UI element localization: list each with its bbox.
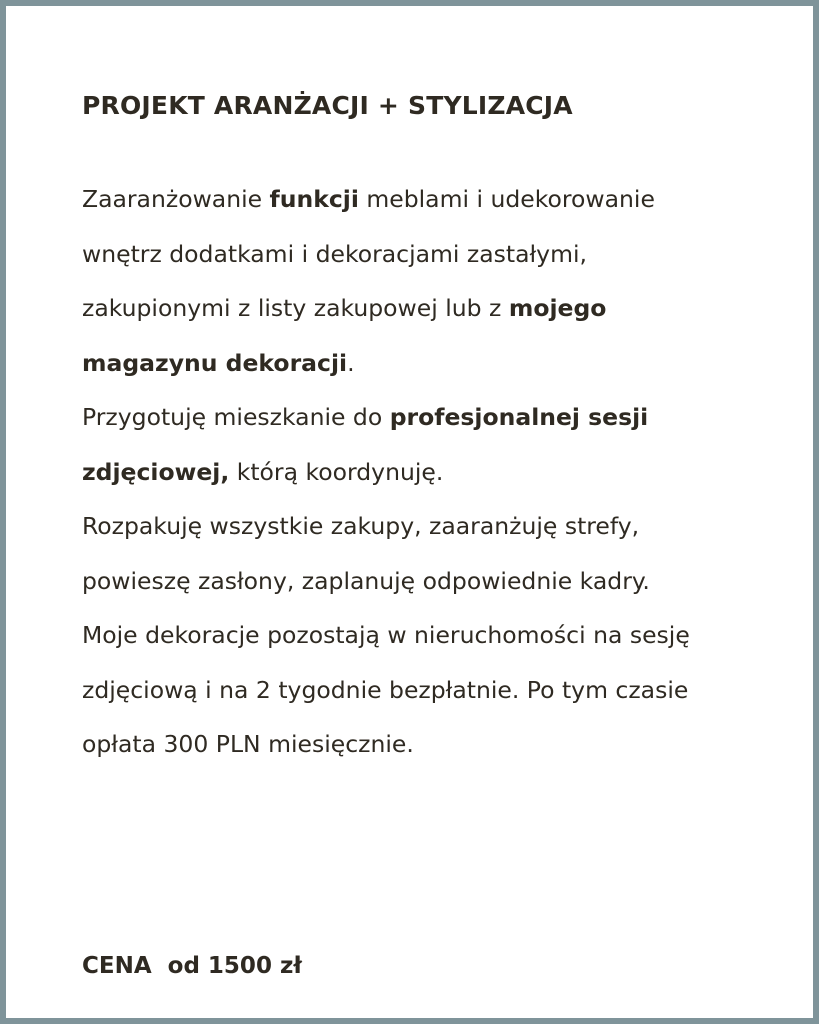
paragraph-photo-session-text-1: Przygotuję mieszkanie do	[82, 403, 390, 431]
paragraph-decorations: Moje dekoracje pozostają w nieruchomości na sesję zdjęciową i na 2 tygodnie bezpłatnie. Po tym czasie opłata 300 PLN miesięcznie.	[82, 621, 690, 758]
price-label: CENA od 1500 zł	[82, 953, 302, 979]
paragraph-arrangement-text-2: meblami i udekorowanie wnętrz dodatkami i dekoracjami zastałymi, zakupionymi z listy zakupowej lub z	[82, 185, 655, 322]
paragraph-photo-session	[82, 390, 742, 499]
paragraph-arrangement-bold-2: mojego magazynu dekoracji	[82, 294, 607, 377]
paragraph-arrangement-bold-1: funkcji	[269, 185, 359, 213]
paragraph-arrangement-text-1: Zaaranżowanie	[82, 185, 270, 213]
paragraph-arrangement-text-3: .	[347, 348, 355, 377]
paragraph-arrangement	[82, 172, 742, 390]
paragraph-photo-session-bold: profesjonalnej sesji zdjęciowej,	[82, 403, 649, 486]
paragraph-photo-session-text-2: którą koordynuję.	[229, 457, 444, 486]
paragraph-setup: Rozpakuję wszystkie zakupy, zaaranżuję strefy, powieszę zasłony, zaplanuję odpowiednie kadry.	[82, 512, 650, 595]
offer-card	[6, 6, 813, 1018]
offer-content	[82, 86, 742, 979]
offer-description	[82, 172, 742, 772]
offer-title: PROJEKT ARANŻACJI + STYLIZACJA	[82, 91, 573, 120]
